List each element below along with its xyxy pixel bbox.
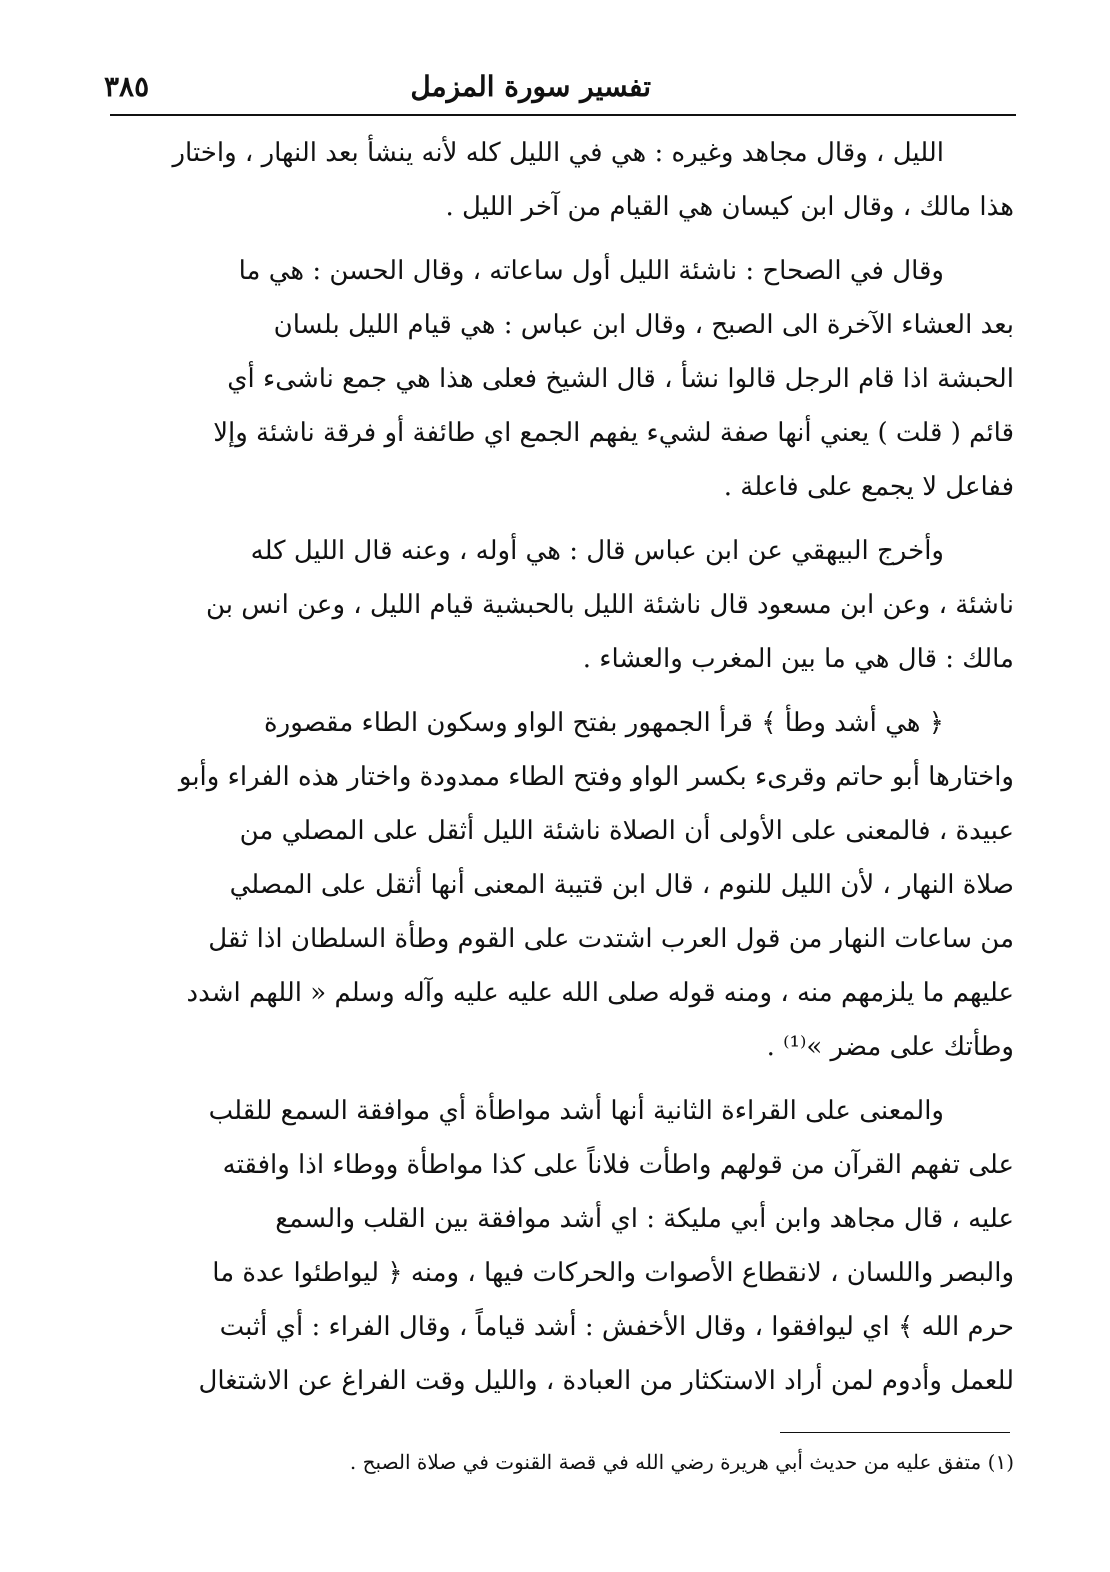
text-line: قائم ( قلت ) يعني أنها صفة لشيء يفهم الجمع اي طائفة أو فرقة ناشئة وإلا xyxy=(213,418,1014,448)
text-line: مالك : قال هي ما بين المغرب والعشاء . xyxy=(582,644,1014,674)
text-line: عليه ، قال مجاهد وابن أبي مليكة : اي أشد موافقة بين القلب والسمع xyxy=(275,1204,1014,1234)
text-line: وطأتك على مضر »⁽¹⁾ . xyxy=(766,1032,1014,1062)
footnote-rule xyxy=(780,1432,1010,1433)
text-line: بعد العشاء الآخرة الى الصبح ، وقال ابن عباس : هي قيام الليل بلسان xyxy=(273,310,1014,340)
text-line: عليهم ما يلزمهم منه ، ومنه قوله صلى الله عليه عليه وآله وسلم « اللهم اشدد xyxy=(186,978,1014,1008)
paragraph xyxy=(116,524,1014,686)
text-line: للعمل وأدوم لمن أراد الاستكثار من العبادة ، والليل وقت الفراغ عن الاشتغال xyxy=(198,1366,1014,1396)
header-title: تفسير سورة المزمل xyxy=(410,70,651,103)
text-line: والمعنى على القراءة الثانية أنها أشد مواطأة أي موافقة السمع للقلب xyxy=(208,1096,944,1126)
paragraph xyxy=(116,244,1014,514)
text-line: والبصر واللسان ، لانقطاع الأصوات والحركات فيها ، ومنه ﴿ ليواطئوا عدة ما xyxy=(212,1258,1014,1288)
text-line: وأخرج البيهقي عن ابن عباس قال : هي أوله ، وعنه قال الليل كله xyxy=(250,536,944,566)
text-line: حرم الله ﴾ اي ليوافقوا ، وقال الأخفش : أشد قياماً ، وقال الفراء : أي أثبت xyxy=(219,1312,1014,1342)
paragraph xyxy=(116,1084,1014,1408)
text-line: عبيدة ، فالمعنى على الأولى أن الصلاة ناشئة الليل أثقل على المصلي من xyxy=(239,816,1014,846)
paragraph xyxy=(116,126,1014,234)
text-line: واختارها أبو حاتم وقرىء بكسر الواو وفتح الطاء ممدودة واختار هذه الفراء وأبو xyxy=(178,762,1014,792)
text-line: ﴿ هي أشد وطأ ﴾ قرأ الجمهور بفتح الواو وسكون الطاء مقصورة xyxy=(264,708,944,738)
main-text xyxy=(116,126,1014,1418)
text-line: ففاعل لا يجمع على فاعلة . xyxy=(723,472,1014,502)
text-line: وقال في الصحاح : ناشئة الليل أول ساعاته ، وقال الحسن : هي ما xyxy=(238,256,944,286)
text-line: هذا مالك ، وقال ابن كيسان هي القيام من آخر الليل . xyxy=(445,192,1014,222)
text-line: صلاة النهار ، لأن الليل للنوم ، قال ابن قتيبة المعنى أنها أثقل على المصلي xyxy=(229,870,1014,900)
paragraph xyxy=(116,696,1014,1074)
text-line: الليل ، وقال مجاهد وغيره : هي في الليل كله لأنه ينشأ بعد النهار ، واختار xyxy=(172,138,944,168)
text-line: على تفهم القرآن من قولهم واطأت فلاناً على كذا مواطأة ووطاء اذا وافقته xyxy=(222,1150,1014,1180)
text-line: من ساعات النهار من قول العرب اشتدت على القوم وطأة السلطان اذا ثقل xyxy=(208,924,1014,954)
text-line: الحبشة اذا قام الرجل قالوا نشأ ، قال الشيخ فعلى هذا هي جمع ناشىء أي xyxy=(227,364,1014,394)
header-rule xyxy=(110,114,1016,116)
running-header xyxy=(104,70,1016,114)
page-number: ٣٨٥ xyxy=(104,70,150,103)
footnote: (١) متفق عليه من حديث أبي هريرة رضي الله في قصة القنوت في صلاة الصبح . xyxy=(349,1450,1014,1474)
text-line: ناشئة ، وعن ابن مسعود قال ناشئة الليل بالحبشية قيام الليل ، وعن انس بن xyxy=(205,590,1014,620)
